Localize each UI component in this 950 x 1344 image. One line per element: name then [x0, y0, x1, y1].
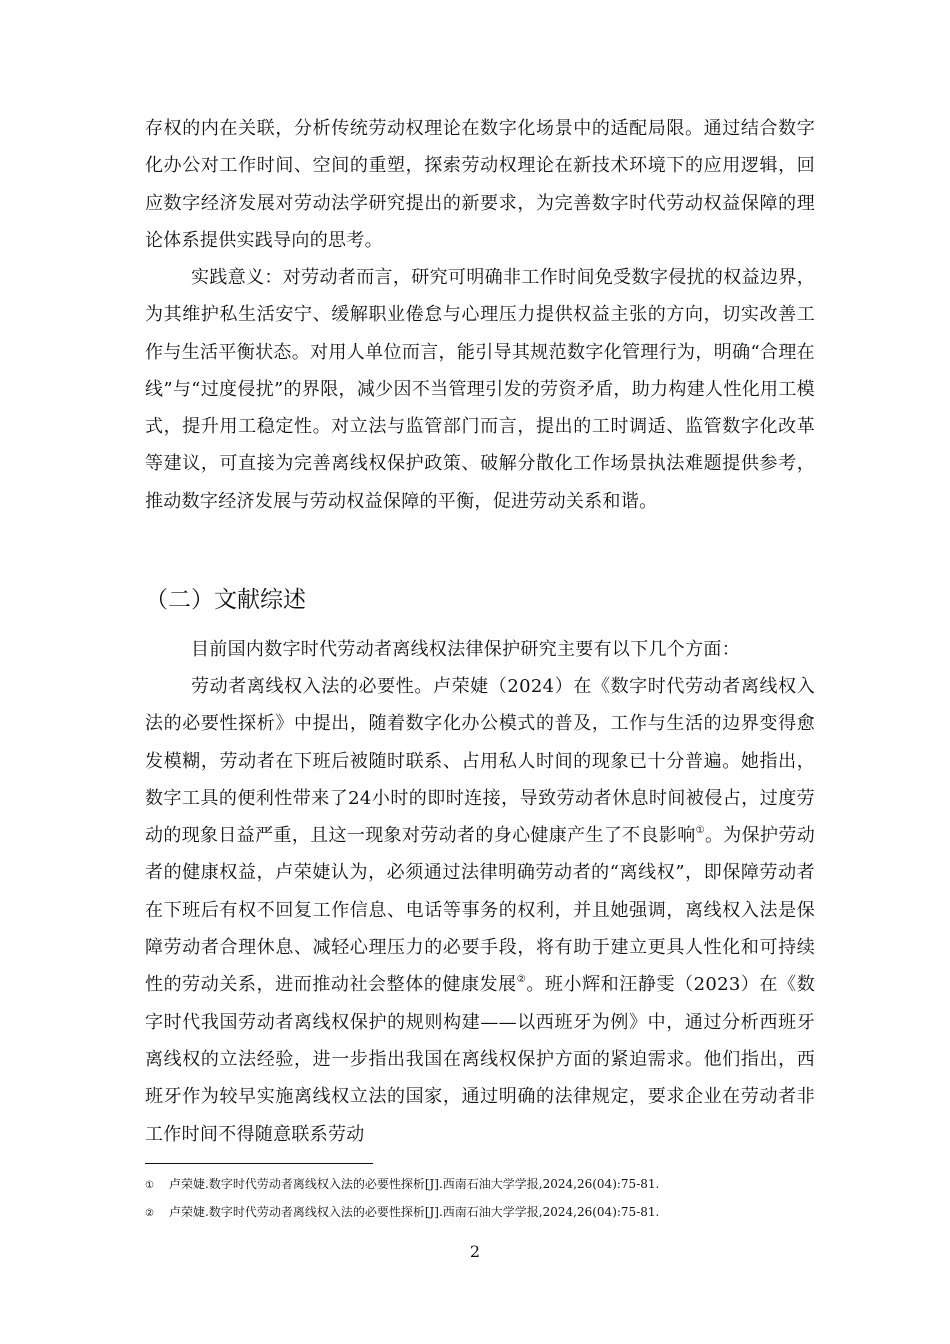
footnote-divider — [145, 1163, 373, 1164]
paragraph-practical-significance: 实践意义：对劳动者而言，研究可明确非工作时间免受数字侵扰的权益边界，为其维护私生活安宁、缓解职业倦怠与心理压力提供权益主张的方向，切实改善工作与生活平衡状态。对用人单位而言，能引导其规范数字化管理行为，明确“合理在线”与“过度侵扰”的界限，减少因不当管理引发的劳资矛盾，助力构建人性化用工模式，提升用工稳定性。对立法与监管部门而言，提出的工时调适、监管数字化改革等建议，可直接为完善离线权保护政策、破解分散化工作场景执法难题提供参考，推动数字经济发展与劳动权益保障的平衡，促进劳动关系和谐。 — [145, 267, 815, 512]
footnote-2 — [145, 1203, 825, 1223]
footnote-1 — [145, 1175, 825, 1195]
paragraph-theory-significance: 存权的内在关联，分析传统劳动权理论在数字化场景中的适配局限。通过结合数字化办公对工作时间、空间的重塑，探索劳动权理论在新技术环境下的应用逻辑，回应数字经济发展对劳动法学研究提出的新要求，为完善数字时代劳动权益保障的理论体系提供实践导向的思考。 — [145, 118, 815, 251]
footnote-reference-2[interactable]: ② — [516, 974, 527, 986]
paragraph-text-part1: 劳动者离线权入法的必要性。卢荣婕（2024）在《数字时代劳动者离线权入法的必要性探析》中提出，随着数字化办公模式的普及，工作与生活的边界变得愈发模糊，劳动者在下班后被随时联系、占用私人时间的现象已十分普遍。她指出，数字工具的便利性带来了24小时的即时连接，导致劳动者休息时间被侵占，过度劳动的现象日益严重，且这一现象对劳动者的身心健康产生了不良影响 — [145, 676, 815, 847]
footnote-1-text: 卢荣婕.数字时代劳动者离线权入法的必要性探析[J].西南石油大学学报,2024,26(04):75-81. — [169, 1177, 660, 1191]
footnote-2-mark: ② — [145, 1208, 154, 1219]
paragraph-literature-intro: 目前国内数字时代劳动者离线权法律保护研究主要有以下几个方面： — [191, 639, 740, 660]
paragraph-text-part2: 。为保护劳动者的健康权益，卢荣婕认为，必须通过法律明确劳动者的“离线权”，即保障劳动者在下班后有权不回复工作信息、电话等事务的权利，并且她强调，离线权入法是保障劳动者合理休息、减轻心理压力的必要手段，将有助于建立更具人性化和可持续性的劳动关系，进而推动社会整体的健康发展 — [145, 825, 816, 996]
paragraph-text-part3: 。班小辉和汪静雯（2023）在《数字时代我国劳动者离线权保护的规则构建——以西班牙为例》中，通过分析西班牙离线权的立法经验，进一步指出我国在离线权保护方面的紧迫需求。他们指出，西班牙作为较早实施离线权立法的国家，通过明确的法律规定，要求企业在劳动者非工作时间不得随意联系劳动 — [145, 974, 816, 1145]
section-heading-literature-review: （二）文献综述 — [145, 587, 306, 613]
footnote-reference-1[interactable]: ① — [695, 825, 705, 837]
footnote-2-text: 卢荣婕.数字时代劳动者离线权入法的必要性探析[J].西南石油大学学报,2024,26(04):75-81. — [169, 1205, 660, 1219]
footnote-1-mark: ① — [145, 1180, 154, 1191]
paragraph-offline-right-necessity — [145, 668, 815, 1153]
page-number: 2 — [469, 1242, 481, 1261]
